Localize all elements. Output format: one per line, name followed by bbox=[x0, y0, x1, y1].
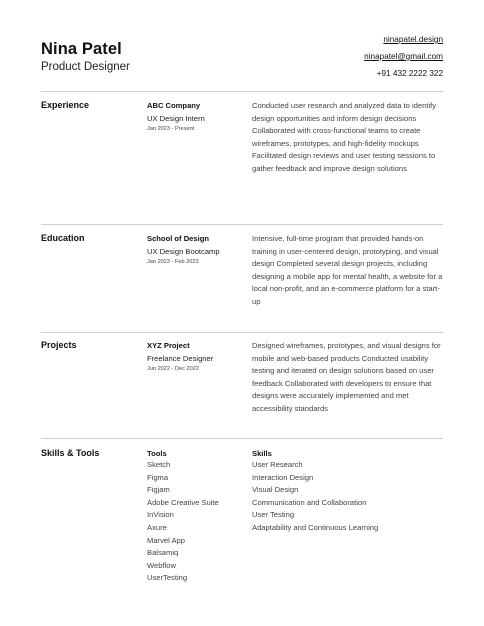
education-meta bbox=[147, 233, 247, 267]
email-link[interactable]: ninapatel@gmail.com bbox=[364, 52, 443, 61]
divider bbox=[41, 332, 443, 333]
section-heading-experience: Experience bbox=[41, 100, 90, 110]
tool-item: Axure bbox=[147, 522, 167, 532]
skill-item: Visual Design bbox=[252, 485, 299, 495]
education-role: UX Design Bootcamp bbox=[147, 247, 220, 256]
skills-heading: Skills bbox=[252, 449, 272, 458]
education-description: Intensive, full-time program that provided hands-on training in user-centered design, prototyping, and visual design Completed several design projects, including designing a mobile app for mental health, a website for a local non-profit, and an e-commerce platform for a start-up bbox=[252, 234, 443, 306]
tool-item: Sketch bbox=[147, 460, 171, 469]
project-name: XYZ Project bbox=[147, 341, 190, 350]
tool-item: UserTesting bbox=[147, 573, 188, 583]
education-dates: Jan 2023 - Feb 2023 bbox=[147, 259, 199, 265]
skills-column bbox=[252, 448, 447, 535]
tool-item: Adobe Creative Suite bbox=[147, 497, 219, 507]
tools-list bbox=[147, 459, 247, 585]
tool-item: InVision bbox=[147, 510, 174, 520]
tool-item: Webflow bbox=[147, 560, 176, 570]
skill-item: User Research bbox=[252, 460, 303, 469]
tool-item: Figjam bbox=[147, 485, 170, 495]
divider bbox=[41, 438, 443, 439]
section-heading-projects: Projects bbox=[41, 340, 77, 350]
skill-item: Adaptability and Continuous Learning bbox=[252, 522, 379, 532]
tool-item: Balsamiq bbox=[147, 548, 179, 558]
tools-heading: Tools bbox=[147, 449, 167, 458]
skills-list bbox=[252, 459, 447, 535]
website-link[interactable]: ninapatel.design bbox=[383, 35, 443, 44]
experience-description: Conducted user research and analyzed data to identify design opportunities and inform design decisions Collaborated with cross-functional teams to create wireframes, prototypes, and high-fidelity mockups Facilitated design reviews and user testing sessions to gather feedback and improve design solutions bbox=[252, 101, 437, 173]
tool-item: Marvel App bbox=[147, 535, 185, 545]
education-org: School of Design bbox=[147, 234, 210, 243]
contact-block bbox=[364, 31, 443, 82]
experience-meta bbox=[147, 100, 247, 134]
divider bbox=[41, 224, 443, 225]
tools-column bbox=[147, 448, 247, 585]
experience-org: ABC Company bbox=[147, 101, 201, 110]
tool-item: Figma bbox=[147, 472, 169, 482]
skill-item: Communication and Collaboration bbox=[252, 497, 367, 507]
candidate-name: Nina Patel bbox=[41, 40, 122, 58]
section-heading-skills-tools: Skills & Tools bbox=[41, 448, 100, 458]
project-role: Freelance Designer bbox=[147, 354, 214, 363]
experience-dates: Jan 2023 - Present bbox=[147, 126, 195, 132]
skill-item: User Testing bbox=[252, 510, 295, 520]
skill-item: Interaction Design bbox=[252, 472, 314, 482]
divider bbox=[41, 91, 443, 92]
experience-role: UX Design Intern bbox=[147, 114, 205, 123]
project-dates: Jun 2022 - Dec 2022 bbox=[147, 366, 199, 372]
phone-number: +91 432 2222 322 bbox=[376, 69, 443, 78]
projects-description: Designed wireframes, prototypes, and visual designs for mobile and web-based products Conducted usability testing and iterated on design solutions based on user feedback Collaborated with developers to ensure that designs were accurately implemented and met accessibility standards bbox=[252, 341, 441, 413]
projects-meta bbox=[147, 340, 247, 374]
candidate-title: Product Designer bbox=[41, 61, 130, 73]
section-heading-education: Education bbox=[41, 233, 85, 243]
